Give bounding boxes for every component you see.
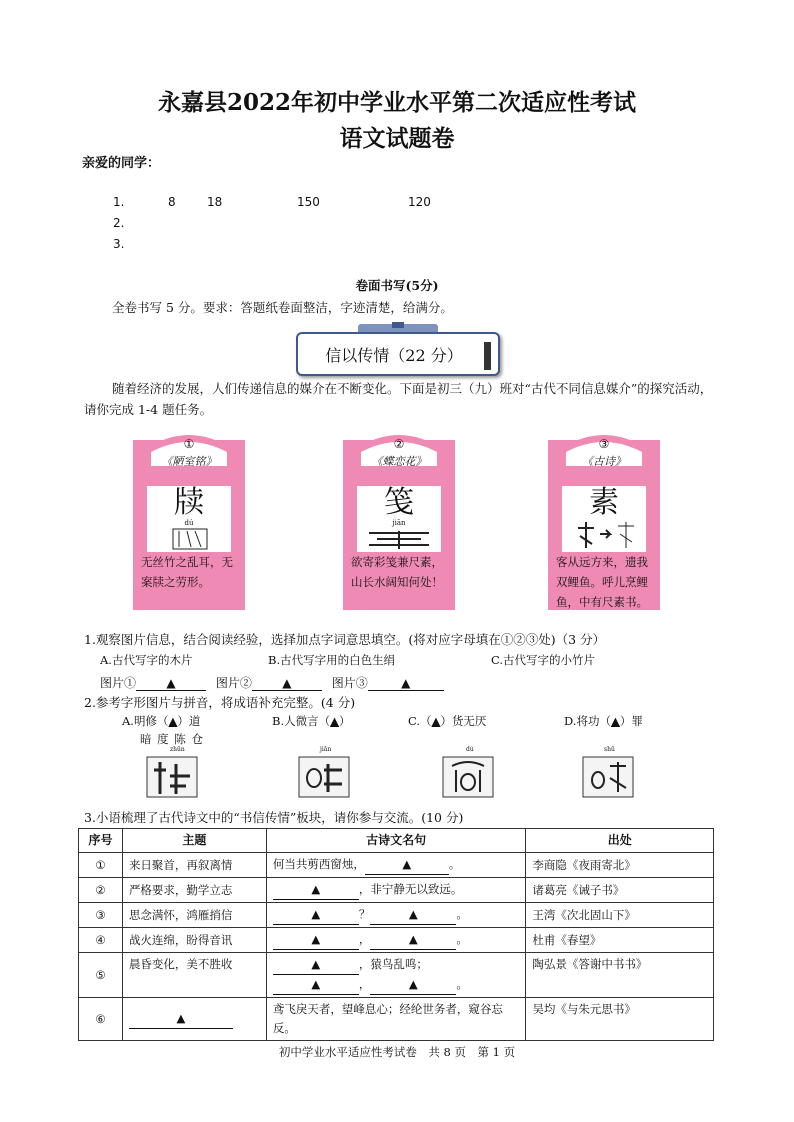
banner-label: 信以传情（22 分） [325, 346, 463, 365]
q1-stem: 1.观察图片信息，结合阅读经验，选择加点字词意思填空。(将对应字母填在①②③处)（3 分） [84, 632, 606, 647]
q1-option-c: C.古代写字的小竹片 [491, 653, 596, 667]
q2-blank-d[interactable]: ▲ [610, 714, 620, 728]
intro-text: 随着经济的发展，人们传递信息的媒介在不断变化。下面是初三（九）班对“古代不同信息媒介”的探究活动，请你完成 1-4 题任务。 [84, 381, 713, 417]
q2-hint: 暗 度 陈 仓 [140, 732, 204, 746]
handwriting-text: 全卷书写 5 分。要求：答题纸卷面整洁，字迹清楚，给满分。 [112, 300, 453, 315]
exam-title: 永嘉县2022年初中学业水平第二次适应性考试 [157, 89, 636, 116]
q1-blanks: 图片① ▲ 图片② ▲ 图片③ ▲ [100, 674, 444, 691]
table-header-row: 序号 主题 古诗文名句 出处 [79, 829, 714, 853]
handwriting-heading: 卷面书写(5分) [355, 278, 439, 293]
q2-stem: 2.参考字形图片与拼音，将成语补充完整。(4 分) [84, 695, 356, 710]
answer-blank[interactable]: ▲ [273, 955, 359, 975]
card-3: ③ 《古诗》 素 客从远方来，遗我双鲤鱼。呼儿烹鲤鱼，中有尺素书。 [548, 440, 660, 610]
q2-blank-a[interactable]: ▲ [168, 714, 178, 728]
answer-blank[interactable]: ▲ [365, 855, 449, 875]
poetry-table [78, 828, 714, 1041]
note-3: 3. [113, 237, 125, 251]
note-2: 2. [113, 216, 125, 230]
q1-blank-2[interactable]: ▲ [252, 676, 322, 691]
card-1: ① 《陋室铭》 牍 dú 无丝竹之乱耳，无案牍之劳形。 [133, 440, 245, 610]
exam-subtitle: 语文试题卷 [339, 125, 455, 152]
banner-clip [392, 322, 404, 328]
q1-blank-3[interactable]: ▲ [368, 676, 444, 691]
q2-option-a: A.明修（▲）道 [122, 714, 201, 728]
q1-option-a: A.古代写字的木片 [100, 653, 193, 667]
table-row: ③ 思念满怀，鸿雁捎信 ▲ ？ ▲ 。 王湾《次北固山下》 [79, 903, 714, 928]
glyph-du-icon [442, 756, 494, 800]
banner-bar-icon [484, 342, 491, 370]
q2-pinyin-2: jiān [320, 746, 332, 753]
answer-blank[interactable]: ▲ [273, 930, 359, 950]
page-footer: 初中学业水平适应性考试卷 共 8 页 第 1 页 [278, 1045, 516, 1059]
ancient-glyph-icon [147, 527, 231, 551]
table-row: ④ 战火连绵，盼得音讯 ▲ ， ▲ 。 杜甫《春望》 [79, 928, 714, 953]
card-2-picture: 笺 jiān [357, 486, 441, 552]
glyph-jian-icon [298, 756, 350, 800]
glyph-zhun-icon [146, 756, 198, 800]
answer-blank[interactable]: ▲ [273, 975, 359, 995]
table-row: ② 严格要求，勤学立志 ▲ ，非宁静无以致远。 诸葛亮《诫子书》 [79, 878, 714, 903]
ancient-glyph-icon [562, 520, 646, 550]
glyph-shu-icon [582, 756, 634, 800]
answer-blank[interactable]: ▲ [273, 905, 359, 925]
q2-blank-b[interactable]: ▲ [330, 714, 339, 728]
q2-pinyin-3: dú [466, 746, 474, 753]
greeting: 亲爱的同学： [82, 156, 161, 171]
answer-blank[interactable]: ▲ [129, 1009, 233, 1029]
q1-option-b: B.古代写字用的白色生绢 [268, 653, 396, 667]
q2-pinyin-1: zhūn [170, 746, 185, 753]
table-row: ⑤ 晨昏变化，美不胜收 ▲ ，猿鸟乱鸣； ▲ ， ▲ 。 陶弘景《答谢中书书》 [79, 953, 714, 998]
table-row: ① 来日聚首，再叙离情 何当共剪西窗烛， ▲ 。 李商隐《夜雨寄北》 [79, 853, 714, 878]
q2-option-d: D.将功（▲）罪 [564, 714, 643, 728]
card-1-picture: 牍 dú [147, 486, 231, 552]
answer-blank[interactable]: ▲ [370, 905, 456, 925]
answer-blank[interactable]: ▲ [370, 930, 456, 950]
q2-option-b: B.人微言（▲） [272, 714, 351, 728]
table-row: ⑥ ▲ 鸢飞戾天者，望峰息心；经纶世务者，窥谷忘反。 吴均《与朱元思书》 [79, 998, 714, 1041]
card-2: ② 《蝶恋花》 笺 jiān 欲寄彩笺兼尺素，山长水阔知何处！ [343, 440, 455, 610]
q2-blank-c[interactable]: ▲ [431, 714, 441, 728]
answer-blank[interactable]: ▲ [273, 880, 359, 900]
answer-blank[interactable]: ▲ [370, 975, 456, 995]
note-1: 1. 8 18 150 120 [113, 195, 431, 209]
q1-blank-1[interactable]: ▲ [136, 676, 206, 691]
q2-option-c: C.（▲）货无厌 [408, 714, 487, 728]
q2-pinyin-4: shū [604, 746, 615, 753]
card-3-picture: 素 [562, 486, 646, 552]
q3-stem: 3.小语梳理了古代诗文中的“书信传情”板块，请你参与交流。(10 分) [84, 810, 464, 825]
ancient-glyph-icon [357, 527, 441, 551]
